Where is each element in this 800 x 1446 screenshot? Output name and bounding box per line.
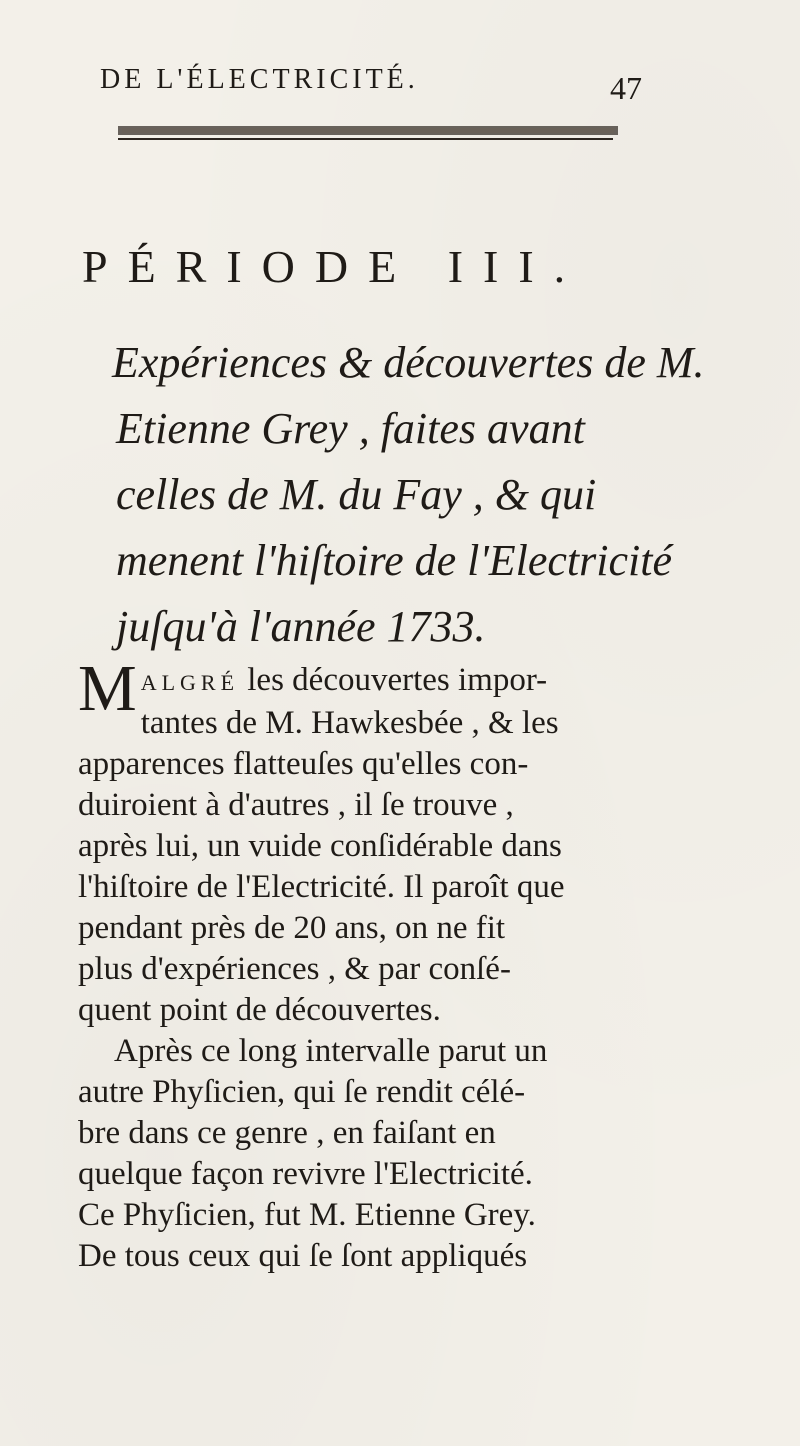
text-line: plus d'expériences , & par conſé- (78, 951, 511, 987)
text-line: quelque façon revivre l'Electricité. (78, 1156, 533, 1192)
subtitle-line: menent l'hiſtoire de l'Electricité (116, 536, 673, 585)
small-caps-word: ALGRÉ (140, 670, 240, 695)
text-line: pendant près de 20 ans, on ne fit (78, 910, 506, 946)
text-line: quent point de découvertes. (78, 992, 441, 1028)
text-line: Ce Phyſicien, fut M. Etienne Grey. (78, 1197, 536, 1233)
text-line: autre Phyſicien, qui ſe rendit célé- (78, 1074, 526, 1110)
text-line: Après ce long intervalle parut un (114, 1033, 548, 1069)
subtitle-line: Expériences & découvertes de M. (112, 338, 705, 387)
first-line-text: les découvertes impor- (239, 662, 548, 698)
running-head: DE L'ÉLECTRICITÉ. (100, 64, 419, 95)
ornamental-rule (118, 124, 618, 142)
text-line: après lui, un vuide conſidérable dans (78, 828, 562, 864)
page-number: 47 (610, 70, 642, 106)
period-heading: PÉRIODE III. (82, 241, 586, 292)
text-line: l'hiſtoire de l'Electricité. Il paroît que (78, 869, 565, 905)
text-line: bre dans ce genre , en faiſant en (78, 1115, 496, 1151)
subtitle-line: Etienne Grey , faites avant (116, 404, 585, 453)
text-line: apparences flatteuſes qu'elles con- (78, 746, 529, 782)
text-line: tantes de M. Hawkesbée , & les (140, 705, 559, 741)
subtitle-line: juſqu'à l'année 1733. (116, 602, 486, 651)
body-text (78, 652, 678, 1277)
subtitle-line: celles de M. du Fay , & qui (116, 470, 597, 519)
drop-cap: M (78, 652, 137, 725)
text-line: duiroient à d'autres , il ſe trouve , (78, 787, 514, 823)
text-line: De tous ceux qui ſe ſont appliqués (78, 1238, 528, 1274)
chapter-subtitle (112, 330, 732, 660)
